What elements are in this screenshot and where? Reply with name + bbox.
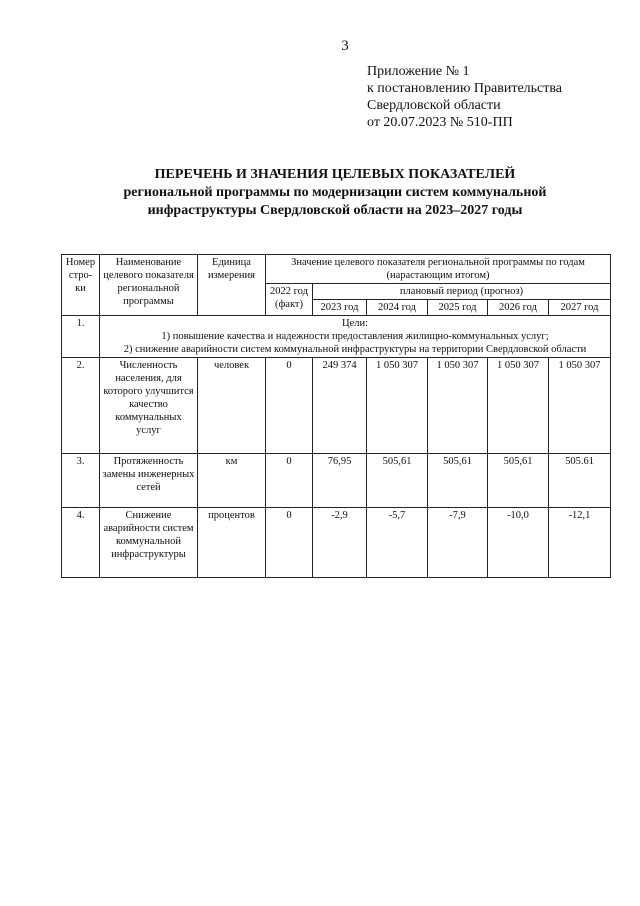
appendix-line: Приложение № 1 <box>367 64 470 79</box>
year-value: -12,1 <box>549 508 611 578</box>
indicator-unit: процентов <box>198 508 266 578</box>
header-unit: Единица измерения <box>198 255 266 316</box>
goals-heading: Цели: <box>341 318 369 329</box>
row-number: 2. <box>62 358 100 454</box>
appendix-line: Свердловской области <box>367 98 501 113</box>
indicator-name: Протяженность замены инженерных сетей <box>100 454 198 508</box>
goal-item: 1) повышение качества и надежности предоставления жилищно-коммунальных услуг; <box>161 331 549 342</box>
year-value: -10,0 <box>488 508 549 578</box>
indicators-table <box>61 254 611 578</box>
goals-cell <box>100 316 611 358</box>
header-fact-year: 2022 год (факт) <box>266 284 313 316</box>
header-row-number: Номер стро-ки <box>62 255 100 316</box>
title-line: ПЕРЕЧЕНЬ И ЗНАЧЕНИЯ ЦЕЛЕВЫХ ПОКАЗАТЕЛЕЙ <box>154 167 516 182</box>
year-value: 505.61 <box>549 454 611 508</box>
document-title <box>60 166 610 220</box>
appendix-line: от 20.07.2023 № 510-ПП <box>367 115 513 130</box>
year-value: 1 050 307 <box>488 358 549 454</box>
year-value: 505,61 <box>367 454 428 508</box>
header-value-group: Значение целевого показателя региональной программы по годам (нарастающим итогом) <box>266 255 611 284</box>
year-value: 1 050 307 <box>549 358 611 454</box>
table-row <box>62 508 611 578</box>
year-value: 505,61 <box>488 454 549 508</box>
appendix-line: к постановлению Правительства <box>367 81 563 96</box>
indicator-unit: человек <box>198 358 266 454</box>
year-value: -5,7 <box>367 508 428 578</box>
header-year: 2024 год <box>367 300 428 316</box>
header-name: Наименование целевого показателя региональной программы <box>100 255 198 316</box>
header-planned-period: плановый период (прогноз) <box>313 284 611 300</box>
year-value: -2,9 <box>313 508 367 578</box>
header-year: 2023 год <box>313 300 367 316</box>
year-value: 505,61 <box>428 454 488 508</box>
fact-value: 0 <box>266 454 313 508</box>
row-number: 3. <box>62 454 100 508</box>
title-line: инфраструктуры Свердловской области на 2023–2027 годы <box>147 203 523 218</box>
title-line: региональной программы по модернизации систем коммунальной <box>123 185 547 200</box>
table-row <box>62 358 611 454</box>
fact-value: 0 <box>266 508 313 578</box>
header-year: 2026 год <box>488 300 549 316</box>
row-number: 4. <box>62 508 100 578</box>
table-row <box>62 454 611 508</box>
year-value: 1 050 307 <box>428 358 488 454</box>
year-value: 76,95 <box>313 454 367 508</box>
appendix-note <box>367 63 562 131</box>
indicator-unit: км <box>198 454 266 508</box>
row-number: 1. <box>62 316 100 358</box>
header-row <box>62 255 611 284</box>
fact-value: 0 <box>266 358 313 454</box>
page-number: 3 <box>341 38 349 54</box>
year-value: 249 374 <box>313 358 367 454</box>
goal-item: 2) снижение аварийности систем коммунальной инфраструктуры на территории Свердловской области <box>123 344 587 355</box>
indicator-name: Численность населения, для которого улучшится качество коммунальных услуг <box>100 358 198 454</box>
header-year: 2025 год <box>428 300 488 316</box>
goals-row <box>62 316 611 358</box>
indicator-name: Снижение аварийности систем коммунальной инфраструктуры <box>100 508 198 578</box>
year-value: -7,9 <box>428 508 488 578</box>
header-year: 2027 год <box>549 300 611 316</box>
year-value: 1 050 307 <box>367 358 428 454</box>
